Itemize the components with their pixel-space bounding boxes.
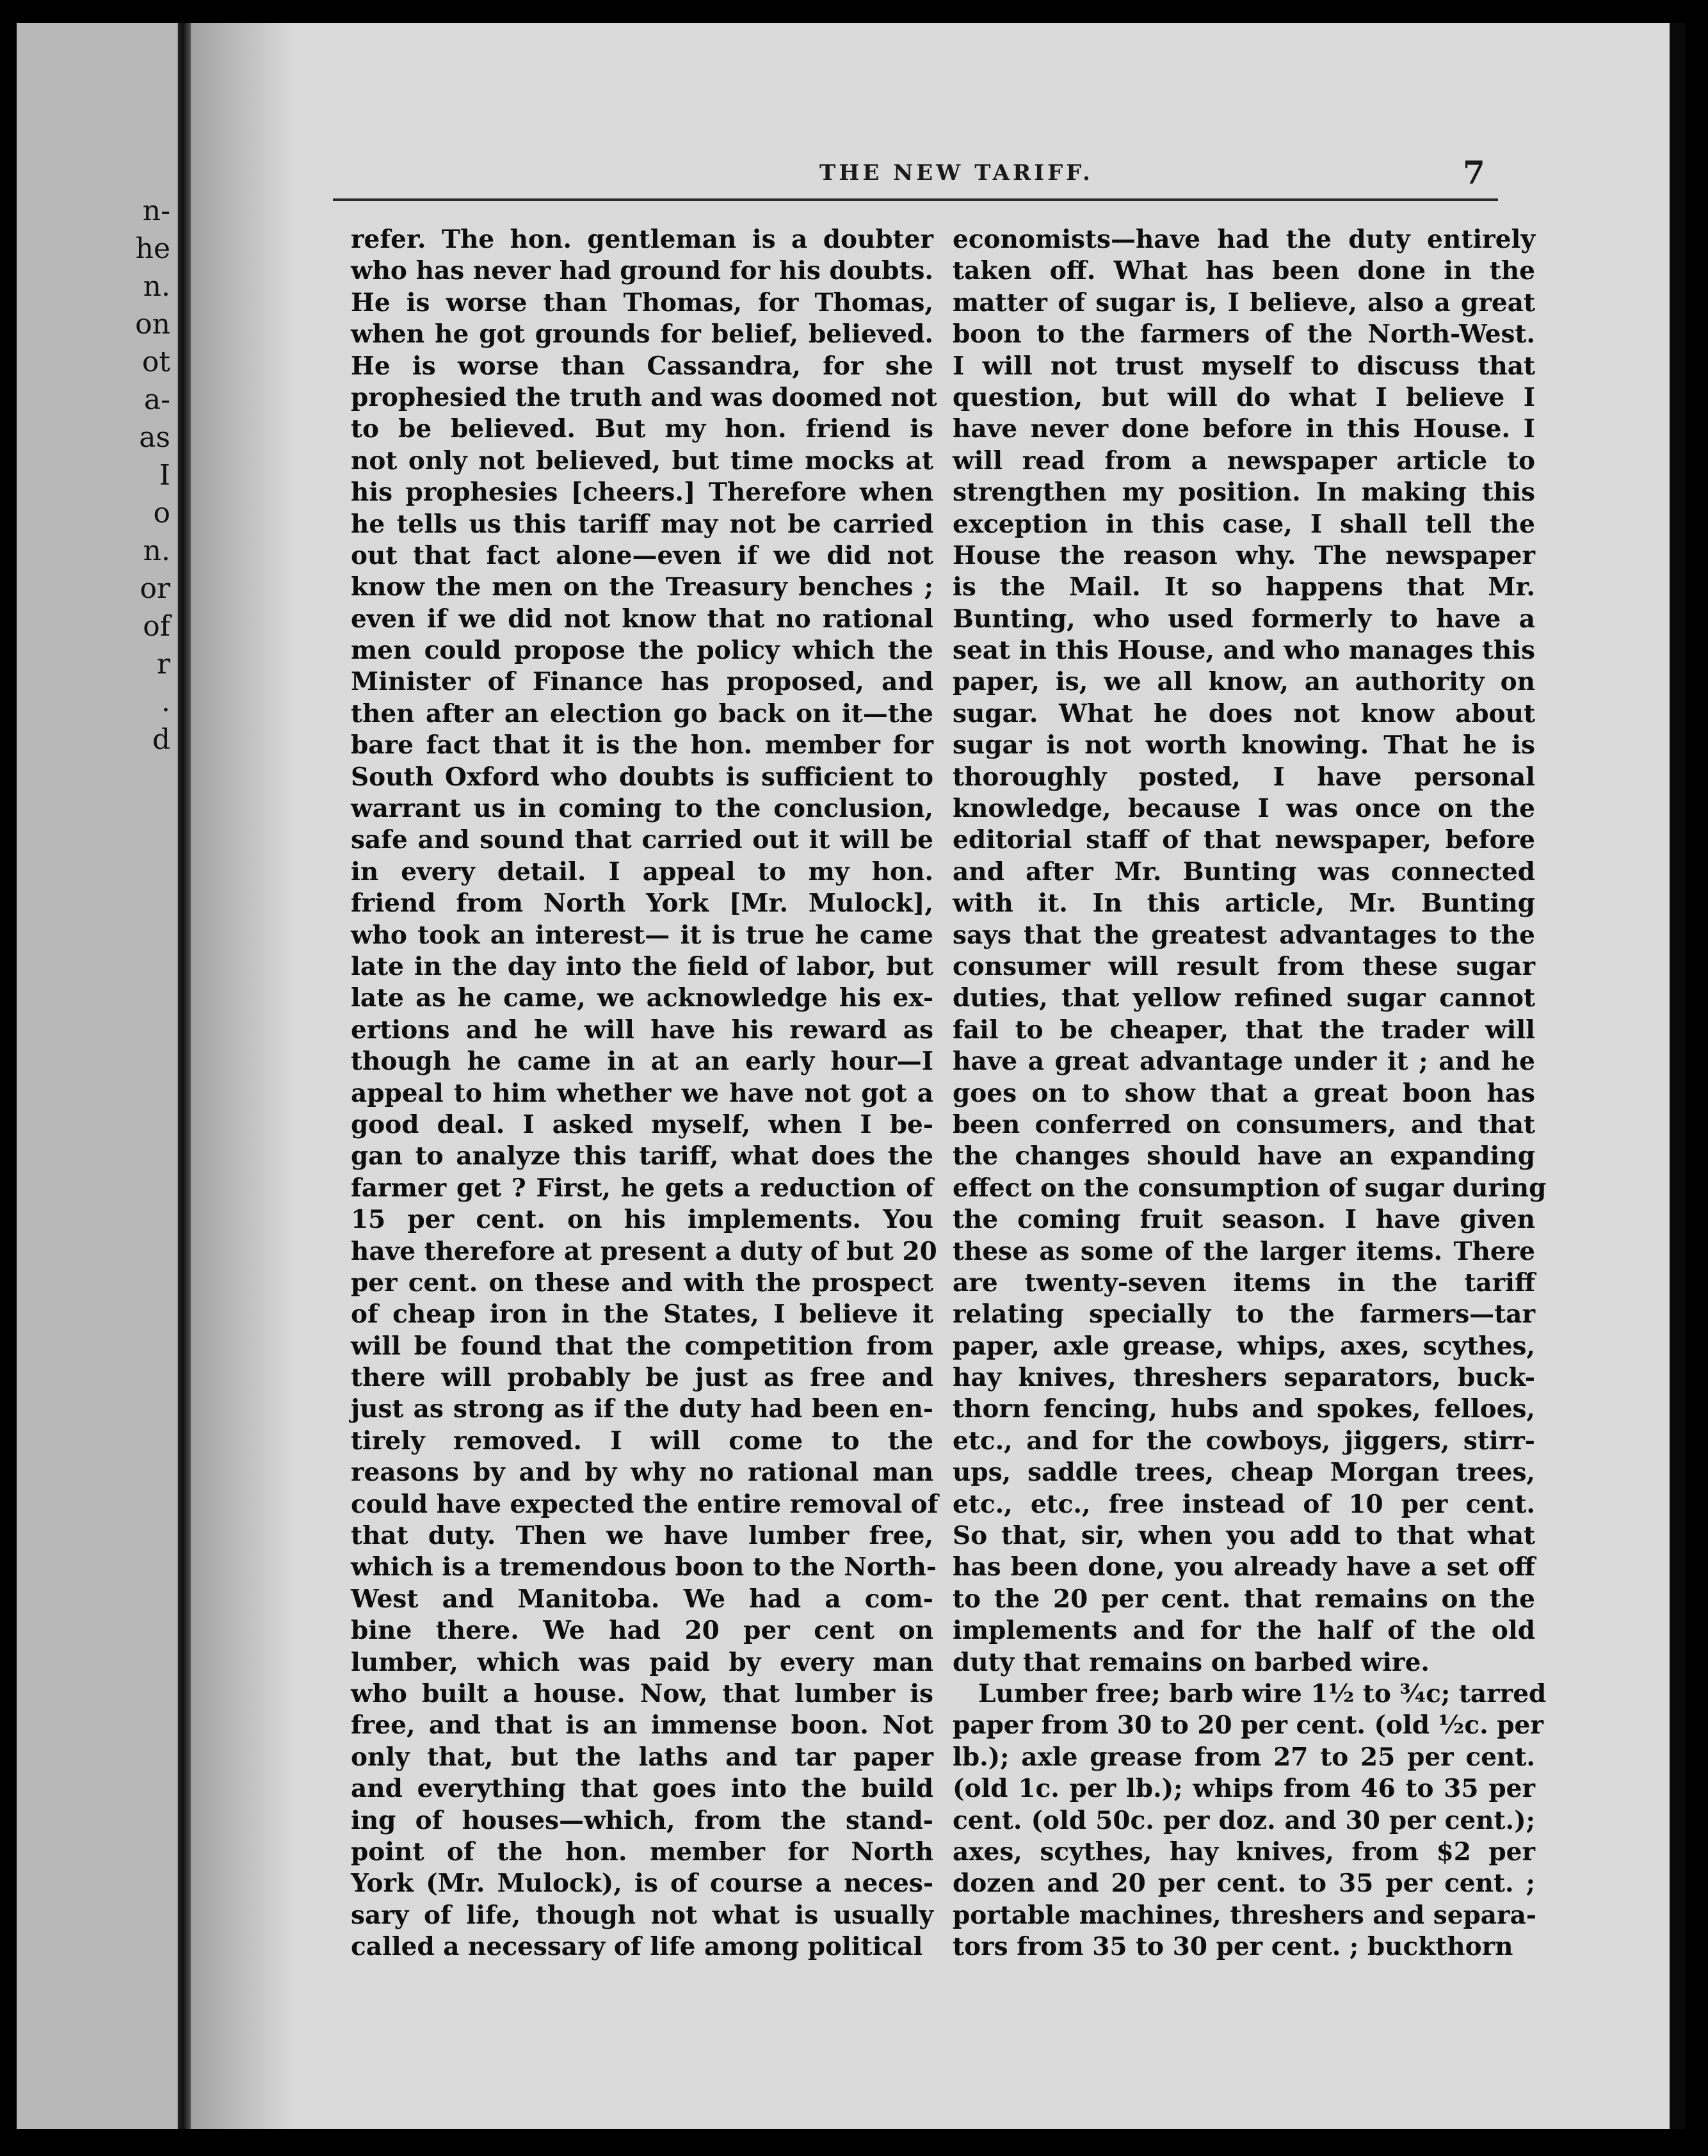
binding-fold — [178, 23, 191, 2129]
page-header — [333, 151, 1498, 196]
text-line: of cheap iron in the States, I believe it — [351, 1299, 933, 1330]
text-line: hay knives, threshers separators, buck- — [953, 1363, 1535, 1393]
text-line: says that the greatest advantages to the — [953, 920, 1535, 950]
text-line: there will probably be just as free and — [351, 1363, 933, 1393]
text-line: the coming fruit season. I have given — [953, 1205, 1535, 1235]
text-line: axes, scythes, hay knives, from $2 per — [953, 1837, 1535, 1867]
text-line: refer. The hon. gentleman is a doubter — [351, 225, 933, 254]
text-line: lb.); axle grease from 27 to 25 per cent. — [953, 1742, 1535, 1772]
text-line: only that, but the laths and tar paper — [351, 1742, 933, 1772]
text-line: portable machines, threshers and separa- — [953, 1900, 1537, 1930]
text-line: free, and that is an immense boon. Not — [351, 1710, 933, 1741]
text-line: not only not believed, but time mocks at — [351, 446, 933, 476]
text-line: who built a house. Now, that lumber is — [351, 1678, 933, 1709]
text-line: men could propose the policy which the — [351, 636, 933, 666]
text-line: just as strong as if the duty had been en- — [351, 1394, 933, 1424]
text-line: paper, is, we all know, an authority on — [953, 667, 1535, 697]
text-line: thoroughly posted, I have personal — [953, 762, 1535, 792]
text-line: though he came in at an early hour—I — [351, 1047, 933, 1077]
text-line: and after Mr. Bunting was connected — [953, 857, 1535, 887]
page-number: 7 — [1463, 154, 1485, 191]
text-line: reasons by and by why no rational man — [351, 1458, 933, 1488]
text-line: etc., and for the cowboys, jiggers, stirr- — [953, 1426, 1535, 1456]
text-line: late in the day into the field of labor, but — [351, 951, 933, 981]
text-line: bine there. We had 20 per cent on — [351, 1616, 933, 1646]
text-line: Bunting, who used formerly to have a — [953, 604, 1535, 634]
text-line: Minister of Finance has proposed, and — [351, 667, 933, 697]
text-line: implements and for the half of the old — [953, 1616, 1535, 1646]
text-line: exception in this case, I shall tell the — [953, 509, 1535, 539]
text-line: know the men on the Treasury benches ; — [351, 572, 933, 602]
text-line: that duty. Then we have lumber free, — [351, 1521, 933, 1551]
text-line: will be found that the competition from — [351, 1331, 933, 1361]
facing-page-fragments: n- he n. on ot a- as I o n. or of r . d — [135, 195, 170, 756]
text-line: out that fact alone—even if we did not — [351, 540, 933, 570]
text-line: tirely removed. I will come to the — [351, 1426, 933, 1456]
text-line: goes on to show that a great boon has — [953, 1078, 1535, 1108]
text-line: appeal to him whether we have not got a — [351, 1078, 933, 1108]
text-line: then after an election go back on it—the — [351, 698, 933, 728]
text-line: sary of life, though not what is usually — [351, 1900, 933, 1930]
text-line: and everything that goes into the build — [351, 1774, 933, 1804]
text-line: knowledge, because I was once on the — [953, 794, 1535, 824]
text-line: with it. In this article, Mr. Bunting — [953, 889, 1535, 919]
text-line: boon to the farmers of the North-West. — [953, 319, 1535, 350]
text-line: he tells us this tariff may not be carried — [351, 509, 933, 539]
text-line: is the Mail. It so happens that Mr. — [953, 572, 1535, 602]
gutter-shadow — [192, 23, 294, 2129]
text-line: South Oxford who doubts is sufficient to — [351, 762, 933, 792]
text-line: safe and sound that carried out it will be — [351, 825, 933, 855]
text-line: bare fact that it is the hon. member for — [351, 730, 933, 760]
text-line: these as some of the larger items. There — [953, 1236, 1535, 1266]
text-line: to the 20 per cent. that remains on the — [953, 1584, 1535, 1614]
text-line: York (Mr. Mulock), is of course a neces- — [351, 1869, 933, 1899]
text-line: which is a tremendous boon to the North- — [351, 1552, 937, 1582]
text-line: ups, saddle trees, cheap Morgan trees, — [953, 1458, 1535, 1488]
text-line: gan to analyze this tariff, what does the — [351, 1141, 933, 1171]
text-line: ing of houses—which, from the stand- — [351, 1805, 933, 1835]
text-line: seat in this House, and who manages this — [953, 636, 1535, 666]
text-line: tors from 35 to 30 per cent. ; buckthorn — [953, 1932, 1513, 1962]
text-line: when he got grounds for belief, believed. — [351, 319, 933, 350]
text-line: to be believed. But my hon. friend is — [351, 414, 933, 444]
text-line: farmer get ? First, he gets a reduction of — [351, 1173, 933, 1203]
text-column-left — [351, 224, 939, 1963]
text-line: House the reason why. The newspaper — [953, 540, 1535, 570]
text-line: matter of sugar is, I believe, also a great — [953, 287, 1535, 318]
text-line: ertions and he will have his reward as — [351, 1015, 933, 1045]
text-line: He is worse than Cassandra, for she — [351, 351, 933, 381]
text-line: sugar. What he does not know about — [953, 698, 1535, 728]
text-line: dozen and 20 per cent. to 35 per cent. ; — [953, 1869, 1535, 1899]
right-edge — [1670, 23, 1685, 2129]
text-line: warrant us in coming to the conclusion, — [351, 794, 933, 824]
text-line: even if we did not know that no rational — [351, 604, 933, 634]
text-line: have therefore at present a duty of but 20 — [351, 1236, 937, 1266]
text-line: will read from a newspaper article to — [953, 446, 1535, 476]
text-line: called a necessary of life among political — [351, 1932, 923, 1962]
text-line: friend from North York [Mr. Mulock], — [351, 889, 933, 919]
text-line: I will not trust myself to discuss that — [953, 351, 1535, 381]
text-line: lumber, which was paid by every man — [351, 1647, 933, 1677]
running-title: THE NEW TARIFF. — [819, 160, 1093, 186]
text-line: effect on the consumption of sugar during — [953, 1173, 1547, 1203]
text-line: question, but will do what I believe I — [953, 382, 1535, 412]
text-line: paper from 30 to 20 per cent. (old ½c. per — [953, 1710, 1543, 1741]
text-line: sugar is not worth knowing. That he is — [953, 730, 1535, 760]
text-line: He is worse than Thomas, for Thomas, — [351, 287, 933, 318]
text-line: taken off. What has been done in the — [953, 256, 1535, 286]
text-line: So that, sir, when you add to that what — [953, 1521, 1535, 1551]
text-line: (old 1c. per lb.); whips from 46 to 35 per — [953, 1774, 1535, 1804]
text-line: good deal. I asked myself, when I be- — [351, 1109, 933, 1139]
text-line: prophesied the truth and was doomed not — [351, 382, 937, 412]
text-line: in every detail. I appeal to my hon. — [351, 857, 933, 887]
text-line: late as he came, we acknowledge his ex- — [351, 983, 933, 1013]
text-line: have never done before in this House. I — [953, 414, 1535, 444]
text-line: could have expected the entire removal of — [351, 1489, 939, 1519]
text-line: has been done, you already have a set off — [953, 1552, 1535, 1582]
text-line: per cent. on these and with the prospect — [351, 1267, 933, 1298]
text-column-right — [953, 224, 1547, 1963]
text-line: point of the hon. member for North — [351, 1837, 933, 1867]
text-line: been conferred on consumers, and that — [953, 1109, 1535, 1139]
text-line: have a great advantage under it ; and he — [953, 1047, 1535, 1077]
text-line: paper, axle grease, whips, axes, scythes, — [953, 1331, 1535, 1361]
text-line: Lumber free; barb wire 1½ to ¾c; tarred — [978, 1678, 1547, 1709]
text-line: thorn fencing, hubs and spokes, felloes, — [953, 1394, 1535, 1424]
text-line: economists—have had the duty entirely — [953, 225, 1535, 254]
text-line: the changes should have an expanding — [953, 1141, 1535, 1171]
text-line: etc., etc., free instead of 10 per cent. — [953, 1489, 1535, 1519]
text-line: who took an interest— it is true he came — [351, 920, 933, 950]
text-line: fail to be cheaper, that the trader will — [953, 1015, 1535, 1045]
text-line: who has never had ground for his doubts. — [351, 256, 933, 286]
text-line: his prophesies [cheers.] Therefore when — [351, 478, 933, 508]
text-line: consumer will result from these sugar — [953, 951, 1535, 981]
text-line: cent. (old 50c. per doz. and 30 per cent.); — [953, 1805, 1535, 1835]
text-line: are twenty-seven items in the tariff — [953, 1267, 1535, 1298]
text-line: strengthen my position. In making this — [953, 478, 1535, 508]
text-line: West and Manitoba. We had a com- — [351, 1584, 933, 1614]
text-line: duties, that yellow refined sugar cannot — [953, 983, 1535, 1013]
text-line: relating specially to the farmers—tar — [953, 1299, 1535, 1330]
header-rule — [333, 198, 1498, 201]
text-line: duty that remains on barbed wire. — [953, 1647, 1430, 1677]
text-line: editorial staff of that newspaper, before — [953, 825, 1535, 855]
text-line: 15 per cent. on his implements. You — [351, 1205, 933, 1235]
